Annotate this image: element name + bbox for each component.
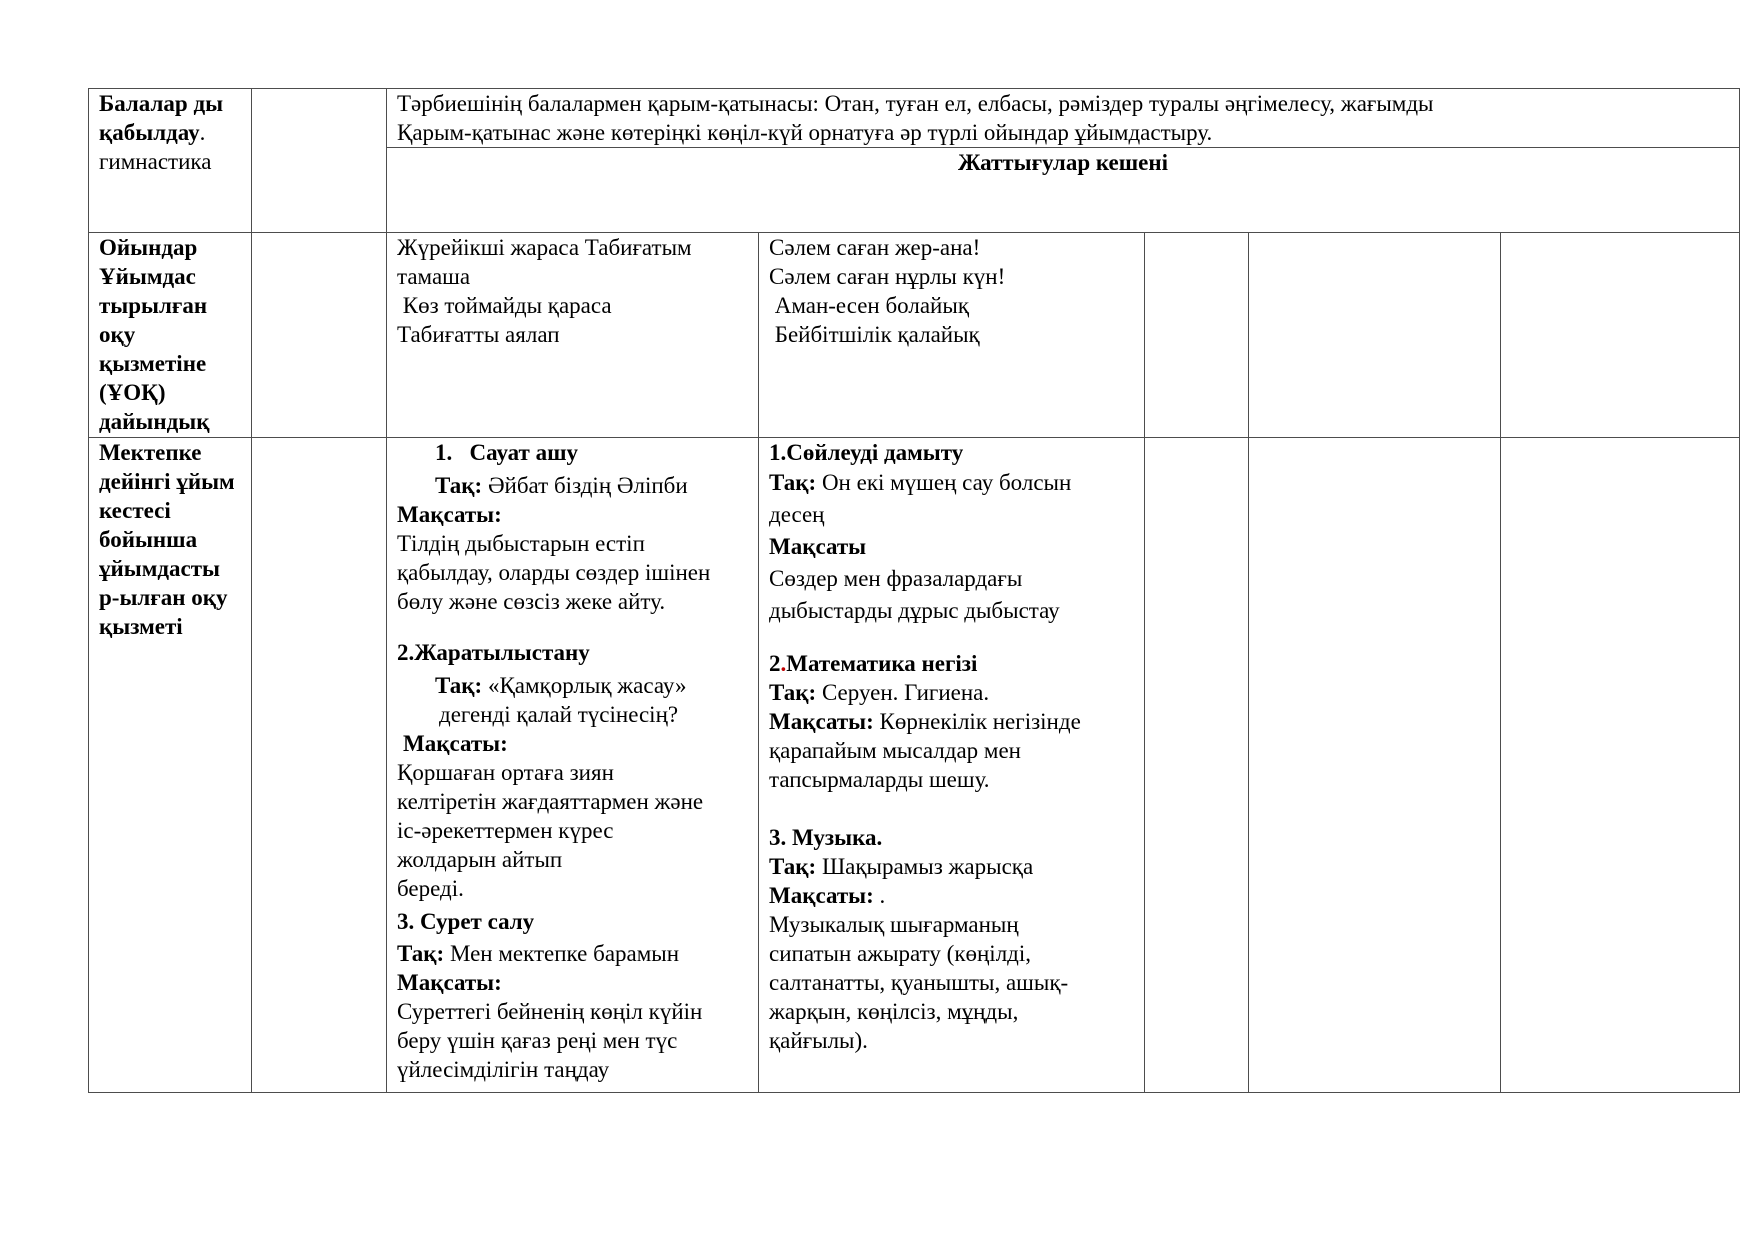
- activity-topic: [769, 678, 1134, 707]
- topic-text: Әйбат біздің Әліпби: [482, 473, 688, 498]
- activity-topic: [769, 467, 1134, 499]
- goal-line: іс-әрекеттермен күрес: [397, 818, 614, 843]
- activity-title: 3. Сурет салу: [397, 909, 535, 934]
- topic-text: Шақырамыз жарысқа: [816, 854, 1034, 879]
- poem-line: Сәлем саған жер-ана!: [769, 235, 981, 260]
- row-label-activities: Мектепке дейінгі ұйым кестесі бойынша ұйымдасты р-ылған оқу қызметі: [89, 438, 252, 1093]
- topic-text: Он екі мүшең сау болсын: [816, 470, 1072, 495]
- poem-line: тамаша: [397, 264, 471, 289]
- goal-line: Қоршаған ортаға зиян: [397, 760, 614, 785]
- goal-line: қайғылы).: [769, 1028, 868, 1053]
- intro-line-2: Қарым-қатынас және көтеріңкі көңіл-күй орнатуға әр түрлі ойындар ұйымдастыру.: [397, 120, 1213, 145]
- poem-line: Сәлем саған нұрлы күн!: [769, 264, 1006, 289]
- activity-topic: [397, 471, 748, 500]
- activity-title-text: Математика негізі: [786, 651, 978, 676]
- topic-label: Тақ:: [769, 680, 817, 705]
- goal-label: Мақсаты:: [397, 970, 502, 995]
- goal-line: жолдарын айтып: [397, 847, 563, 872]
- empty-cell: [252, 89, 387, 233]
- goal-label: Мақсаты:: [403, 731, 508, 756]
- topic-text: «Қамқорлық жасау»: [482, 673, 687, 698]
- empty-cell: [1145, 233, 1249, 438]
- goal-line: сипатын ажырату (көңілді,: [769, 941, 1032, 966]
- poem-cell-1: [387, 233, 759, 438]
- intro-line-1: Тәрбиешінің балалармен қарым-қатынасы: Отан, туған ел, елбасы, рәміздер туралы әңгімелесу, жағымды: [397, 91, 1434, 116]
- goal-line: Музыкалық шығарманың: [769, 912, 1019, 937]
- poem-line: Бейбітшілік қалайық: [769, 322, 980, 347]
- activity-title-text: Сауат ашу: [469, 440, 579, 465]
- topic-text: Мен мектепке барамын: [444, 941, 680, 966]
- topic-text: Серуен. Гигиена.: [816, 680, 990, 705]
- poem-line: Жүрейікші жараса Табиғатым: [397, 235, 692, 260]
- goal-line: береді.: [397, 876, 464, 901]
- empty-cell: [1145, 438, 1249, 1093]
- topic-label: Тақ:: [769, 854, 817, 879]
- intro-cell: [387, 89, 1740, 148]
- row-label-games: Ойындар Ұйымдас тырылған оқу қызметіне (ҰОҚ) дайындық: [89, 233, 252, 438]
- activity-goal: [769, 881, 1134, 910]
- reception-label-dot: .: [199, 120, 206, 145]
- goal-line: Суреттегі бейненің көңіл күйін: [397, 999, 703, 1024]
- empty-cell: [1249, 438, 1501, 1093]
- goal-text: .: [873, 883, 886, 908]
- empty-cell: [1501, 233, 1740, 438]
- row-label-reception: [89, 89, 252, 233]
- goal-line: үйлесімділігін таңдау: [397, 1057, 610, 1082]
- exercise-heading: Жаттығулар кешені: [387, 148, 1740, 233]
- goal-line: тапсырмаларды шешу.: [769, 767, 990, 792]
- list-dot: .: [780, 651, 787, 676]
- activity-title: [769, 649, 1134, 678]
- activity-goal: [769, 707, 1134, 736]
- topic-continuation: десең: [769, 502, 825, 527]
- goal-line: Сөздер мен фразалардағы: [769, 566, 1023, 591]
- empty-cell: [252, 233, 387, 438]
- goal-label: Мақсаты:: [769, 709, 874, 734]
- activity-title: 1.Сөйлеуді дамыту: [769, 440, 964, 465]
- goal-line: жарқын, көңілсіз, мұңды,: [769, 999, 1019, 1024]
- topic-continuation: дегенді қалай түсінесің?: [439, 702, 679, 727]
- goal-text: Көрнекілік негізінде: [873, 709, 1081, 734]
- topic-label: Тақ:: [435, 473, 483, 498]
- list-number: 1.: [435, 440, 453, 465]
- goal-line: қабылдау, оларды сөздер ішінен: [397, 560, 711, 585]
- poem-line: Табиғатты аялап: [397, 322, 560, 347]
- activities-cell-b: [759, 438, 1145, 1093]
- daily-plan-table: [88, 88, 1740, 1093]
- goal-line: бөлу және сөзсіз жеке айту.: [397, 589, 666, 614]
- topic-label: Тақ:: [435, 673, 483, 698]
- goal-line: дыбыстарды дұрыс дыбыстау: [769, 598, 1060, 623]
- goal-label: Мақсаты:: [769, 883, 874, 908]
- poem-line: Аман-есен болайық: [769, 293, 969, 318]
- goal-line: беру үшін қағаз реңі мен түс: [397, 1028, 678, 1053]
- list-number: 2: [769, 651, 781, 676]
- activity-topic: [397, 671, 748, 700]
- goal-line: қарапайым мысалдар мен: [769, 738, 1021, 763]
- goal-label: Мақсаты: [769, 534, 867, 559]
- empty-cell: [1249, 233, 1501, 438]
- reception-label-bold: Балалар ды қабылдау: [99, 91, 224, 145]
- activity-title: 3. Музыка.: [769, 825, 883, 850]
- activity-topic: [397, 939, 748, 968]
- topic-label: Тақ:: [769, 470, 817, 495]
- activities-cell-a: [387, 438, 759, 1093]
- goal-label: Мақсаты:: [397, 502, 502, 527]
- reception-label-gymnastics: гимнастика: [99, 149, 212, 174]
- activity-title: 2.Жаратылыстану: [397, 640, 590, 665]
- poem-line: Көз тоймайды қараса: [397, 293, 612, 318]
- activity-topic: [769, 852, 1134, 881]
- poem-cell-2: [759, 233, 1145, 438]
- activity-title: [397, 438, 748, 467]
- topic-label: Тақ:: [397, 941, 445, 966]
- empty-cell: [252, 438, 387, 1093]
- goal-line: салтанатты, қуанышты, ашық-: [769, 970, 1069, 995]
- goal-line: Тілдің дыбыстарын естіп: [397, 531, 645, 556]
- goal-line: келтіретін жағдаяттармен және: [397, 789, 704, 814]
- empty-cell: [1501, 438, 1740, 1093]
